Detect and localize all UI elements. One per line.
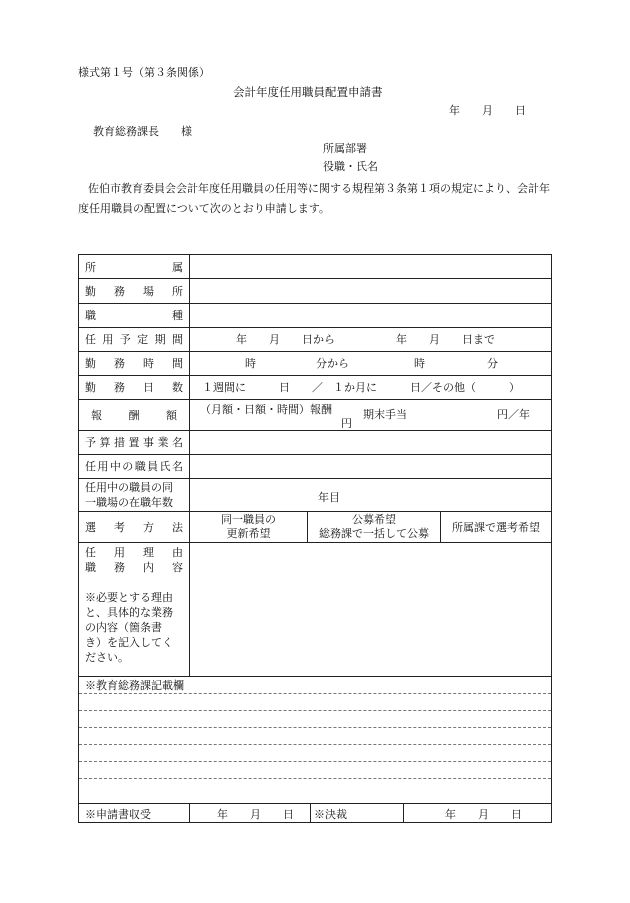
years-unit: 年目: [318, 491, 340, 504]
footer-divider: [189, 803, 190, 822]
note-line: ださい。: [85, 651, 129, 664]
label-current-staff: 任 用 中 の 職 員 氏 名: [85, 460, 183, 473]
label-job-type: 職 種: [85, 309, 183, 322]
label-days: 勤 務 日 数: [85, 381, 183, 394]
label-reason: 任 用 理 由: [85, 546, 183, 559]
label-pay: 報 酬 額: [91, 408, 177, 422]
hours-to-minute: 分: [487, 357, 498, 370]
form-number: 様式第１号（第３条関係）: [78, 66, 210, 79]
hours-from-hour: 時: [245, 357, 256, 370]
addressee: 教育総務課長 様: [93, 125, 192, 138]
period-from: 年 月 日から: [236, 333, 335, 346]
job-type-input[interactable]: [190, 303, 551, 327]
days-separator: ／: [312, 381, 323, 394]
option-public-recruit[interactable]: 公募希望 総務課で一括して公募: [319, 512, 429, 540]
pay-bonus-unit: 円／年: [497, 408, 530, 421]
pay-bonus: 期末手当: [363, 408, 407, 421]
footer-line: [79, 803, 551, 804]
hours-input[interactable]: [190, 351, 551, 375]
current-staff-input[interactable]: [190, 454, 551, 478]
label-duties: 職 務 内 容: [85, 561, 183, 574]
budget-input[interactable]: [190, 430, 551, 454]
pay-yen: 円: [341, 417, 352, 430]
label-reason-duties: [79, 545, 189, 675]
received-label: ※申請書収受: [85, 808, 151, 821]
hours-from-minute: 分から: [316, 357, 349, 370]
label-selection: 選 考 方 法: [85, 520, 183, 534]
label-years: 任用中の職員の同 一職場の在職年数: [85, 480, 173, 509]
date-line: 年 月 日: [449, 104, 526, 117]
option-dept-select[interactable]: 所属課で選考希望: [452, 520, 540, 534]
label-affiliation: 所 属: [85, 260, 183, 274]
decision-date: 年 月 日: [445, 808, 522, 821]
label-workplace: 勤 務 場 所: [85, 284, 183, 298]
note-line: の内容（箇条書: [85, 621, 162, 634]
affiliation-input[interactable]: [190, 255, 551, 278]
days-month: １か月に 日／その他（ ）: [333, 381, 520, 394]
office-line: [79, 727, 551, 728]
period-input[interactable]: [190, 327, 551, 351]
note-line: ※必要とする理由: [85, 591, 173, 604]
workplace-input[interactable]: [190, 278, 551, 303]
office-line: [79, 744, 551, 745]
days-week: １週間に 日: [202, 381, 290, 394]
decision-label: ※決裁: [314, 808, 347, 821]
note-line: と、具体的な業務: [85, 606, 173, 619]
note-line: き）を記入してく: [85, 636, 173, 649]
pay-input[interactable]: [190, 399, 551, 430]
office-section-label: ※教育総務課記載欄: [85, 679, 184, 692]
option-same-staff[interactable]: 同一職員の 更新希望: [221, 512, 276, 540]
office-line: [79, 778, 551, 779]
reason-duties-input[interactable]: [190, 543, 551, 676]
label-budget: 予 算 措 置 事 業 名: [85, 436, 183, 449]
office-line: [79, 710, 551, 711]
days-input[interactable]: [190, 375, 551, 399]
intro-text: 佐伯市教育委員会会計年度任用職員の任用等に関する規程第３条第１項の規定により、会計年度任用職員の配置について次のとおり申請します。: [78, 182, 550, 215]
department-label: 所属部署: [323, 142, 367, 155]
label-hours: 勤 務 時 間: [85, 357, 183, 370]
office-line: [79, 761, 551, 762]
period-to: 年 月 日まで: [396, 333, 495, 346]
name-label: 役職・氏名: [323, 160, 378, 173]
application-form-table: [78, 254, 552, 823]
footer-divider: [403, 803, 404, 822]
label-period: 任 用 予 定 期 間: [85, 333, 183, 346]
office-line: [79, 693, 551, 694]
hours-to-hour: 時: [414, 357, 425, 370]
footer-divider: [310, 803, 311, 822]
years-input[interactable]: [190, 478, 551, 511]
received-date: 年 月 日: [217, 808, 294, 821]
pay-type: （月額・日額・時間）報酬: [200, 403, 332, 416]
document-title: 会計年度任用職員配置申請書: [233, 85, 383, 99]
